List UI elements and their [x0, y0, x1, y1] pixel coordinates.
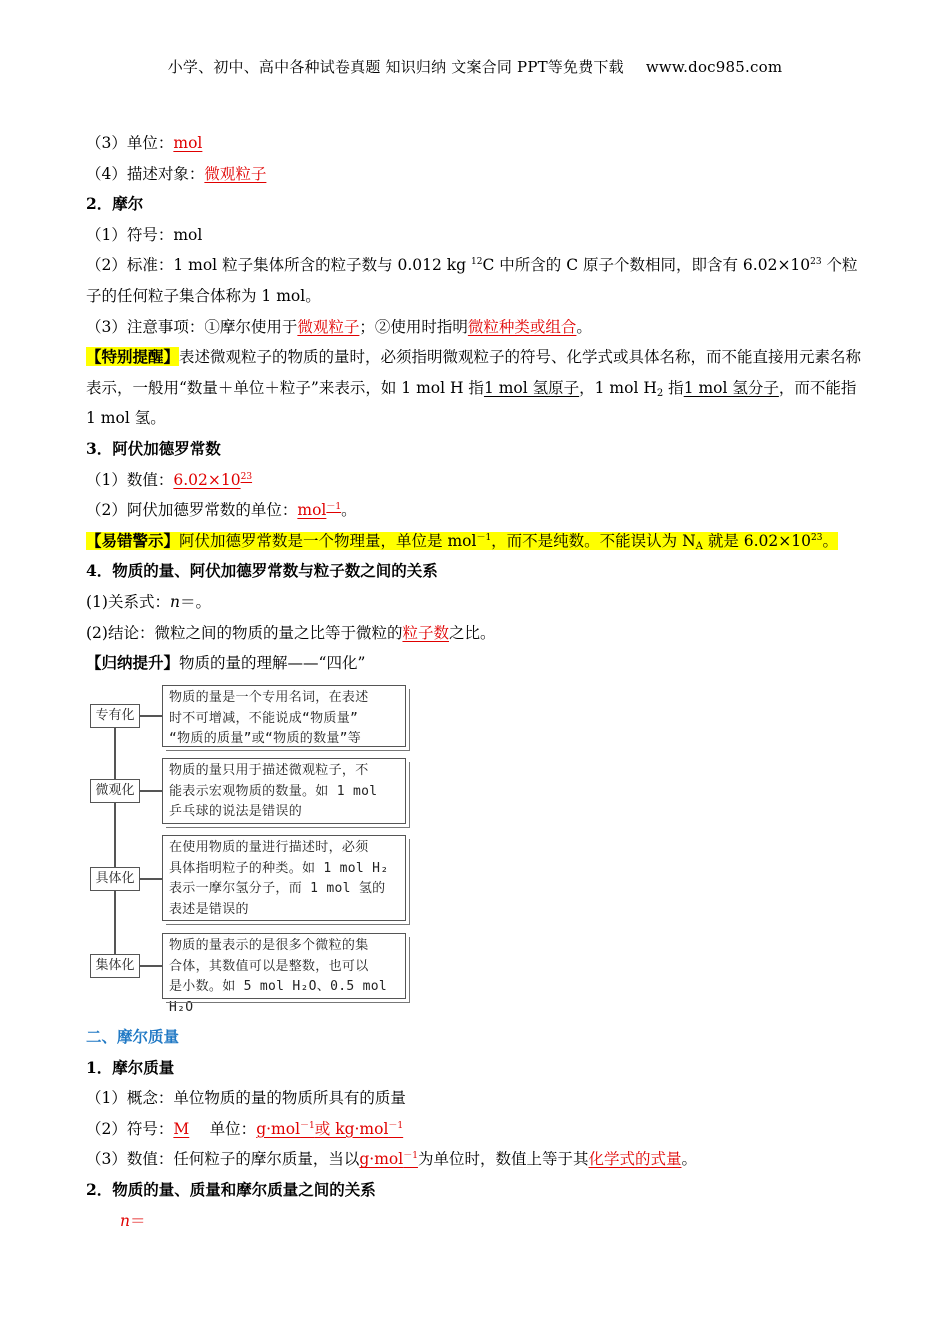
label-specific: 具体化 [90, 867, 140, 891]
section-relation-title: 4．物质的量、阿伏加德罗常数与粒子数之间的关系 [86, 561, 438, 581]
document-body [86, 128, 866, 679]
molar-mass-symbol: （2）符号：M 单位：g·mol$^{-1}$或 kg·mol$^{-1}$ [86, 1119, 404, 1138]
section-avogadro-title: 3．阿伏加德罗常数 [86, 438, 221, 458]
box-specific: 在使用物质的量进行描述时，必须 具体指明粒子的种类。如 1 mol H₂ 表示一摩尔氢分子，而 1 mol 氢的 表述是错误的 [162, 835, 406, 921]
mole-symbol-line: （1）符号：mol [86, 225, 203, 244]
label-collective: 集体化 [90, 954, 140, 978]
box-specialized: 物质的量是一个专用名词，在表述 时不可增减，不能说成“物质量” “物质的质量”或“物质的数量”等 [162, 685, 406, 747]
mole-notes-line: （3）注意事项：①摩尔使用于微观粒子；②使用时指明微粒种类或组合。 [86, 317, 592, 336]
warning-tag: 【易错警示】 [86, 530, 180, 550]
unit-answer: mol [173, 134, 203, 152]
error-warning: 【易错警示】阿伏加德罗常数是一个物理量，单位是 mol$^{-1}$，而不是纯数。不能误认为 $N_A$ 就是 $6.02\times 10^{23}$。 [86, 530, 838, 552]
special-reminder: 【特别提醒】表述微观粒子的物质的量时，必须指明微观粒子的符号、化学式或具体名称，而不能直接用元素名称表示，一般用“数量＋单位＋粒子”来表示，如 1 mol H 指1 mol 氢原子，1 mol $H_2$ 指1 mol 氢分子，而不能指 1 mol 氢。 [86, 347, 862, 428]
avogadro-unit-line: （2）阿伏加德罗常数的单位：mol$^{-1}$。 [86, 501, 357, 520]
connector-2 [140, 790, 162, 792]
label-specialized: 专有化 [90, 704, 140, 728]
molar-mass-subtitle: 1．摩尔质量 [86, 1057, 175, 1077]
object-answer: 微观粒子 [204, 164, 267, 183]
object-line: （4）描述对象：微观粒子 [86, 164, 267, 183]
molar-mass-heading: 二、摩尔质量 [86, 1027, 180, 1046]
formula-line: n＝ [120, 1211, 146, 1230]
summary-line: 【归纳提升】物质的量的理解——“四化” [86, 653, 366, 673]
label-microscopic: 微观化 [90, 779, 140, 803]
diagram-connector [114, 723, 116, 959]
relation-conclusion-line: (2)结论：微粒之间的物质的量之比等于微粒的粒子数之比。 [86, 623, 496, 642]
section-mole-title: 2．摩尔 [86, 194, 144, 214]
box-collective: 物质的量表示的是很多个微粒的集 合体，其数值可以是整数，也可以 是小数。如 5 mol H₂O、0.5 mol H₂O [162, 933, 406, 999]
connector-1 [140, 715, 162, 717]
connector-3 [140, 878, 162, 880]
molar-mass-value: （3）数值：任何粒子的摩尔质量，当以g·mol$^{-1}$为单位时，数值上等于其化学式的式量。 [86, 1150, 697, 1169]
connector-4 [140, 965, 162, 967]
relation-formula-line: (1)关系式：n＝。 [86, 592, 211, 611]
molar-mass-section [86, 1022, 866, 1236]
header-text: 小学、初中、高中各种试卷真题 知识归纳 文案合同 PPT等免费下载 [167, 58, 624, 76]
molar-mass-concept: （1）概念：单位物质的量的物质所具有的质量 [86, 1089, 406, 1108]
page-header [0, 56, 950, 77]
summary-tag: 【归纳提升】 [86, 653, 180, 673]
unit-line: （3）单位：mol [86, 134, 203, 152]
header-url[interactable]: www.doc985.com [645, 58, 783, 76]
relation-title-2: 2．物质的量、质量和摩尔质量之间的关系 [86, 1179, 376, 1199]
four-aspects-diagram [88, 683, 418, 1015]
reminder-tag: 【特别提醒】 [86, 347, 180, 367]
box-microscopic: 物质的量只用于描述微观粒子，不 能表示宏观物质的数量。如 1 mol 乒乓球的说法是错误的 [162, 758, 406, 824]
mole-standard-line: （2）标准：1 mol 粒子集体所含的粒子数与 0.012 kg $^{12}$C 中所含的 C 原子个数相同，即含有 $6.02\times 10^{23}$ 个粒子的任何粒子集合体称为 1 mol。 [86, 256, 858, 305]
avogadro-value-line: （1）数值：$6.02\times 10^{23}$ [86, 470, 253, 489]
